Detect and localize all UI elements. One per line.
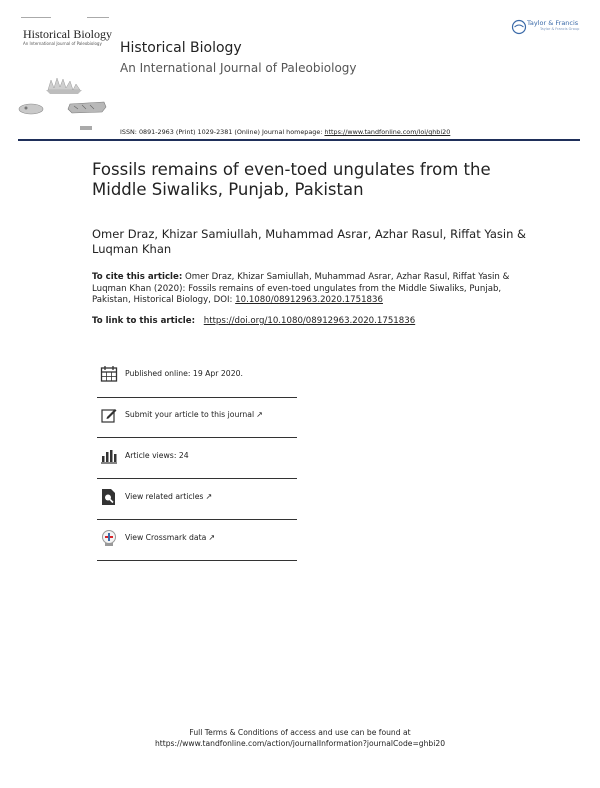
issn-text: ISSN: 0891-2963 (Print) 1029-2381 (Online) Journal homepage: [120,128,325,136]
footer-line-1: Full Terms & Conditions of access and use can be found at [189,728,411,737]
published-online-text: Published online: 19 Apr 2020. [125,369,243,378]
info-divider [97,397,297,398]
cover-title: Historical Biology [23,27,112,41]
article-link-line [92,316,415,326]
crossmark-label: View Crossmark data [125,533,207,542]
info-divider [97,519,297,520]
journal-title: Historical Biology [120,40,242,56]
article-views-row [97,447,297,487]
header-divider [18,139,580,141]
calendar-icon [100,365,118,383]
doi-link[interactable]: 10.1080/08912963.2020.1751836 [235,295,383,305]
submit-article-label: Submit your article to this journal [125,410,255,419]
bar-chart-icon [100,447,118,465]
info-divider [97,478,297,479]
issn-line [120,128,450,136]
citation [92,272,522,307]
cover-subtitle: An International Journal of Paleobiology [23,41,102,46]
article-views-text: Article views: 24 [125,451,189,460]
related-articles-text[interactable] [125,492,212,501]
related-articles-row[interactable] [97,488,297,528]
publisher-name: Taylor & Francis [527,19,579,27]
crossmark-text[interactable] [125,533,215,542]
article-title: Fossils remains of even-toed ungulates from the Middle Siwaliks, Punjab, Pakistan [92,160,491,199]
cite-text: Omer Draz, Khizar Samiullah, Muhammad Asrar, Azhar Rasul, Riffat Yasin & Luqman Khan (2020): Fossils remains of even-toed ungulates from the Middle Siwaliks, Punjab, Pakistan, Historical Biology, DOI: [92,272,510,305]
external-link-icon: ↗ [256,410,263,419]
publisher-tagline: Taylor & Francis Group [540,27,580,31]
cover-header-lines [21,17,109,19]
crossmark-row[interactable] [97,529,297,569]
journal-cover-thumbnail [18,14,112,132]
article-authors: Omer Draz, Khizar Samiullah, Muhammad Asrar, Azhar Rasul, Riffat Yasin & Luqman Khan [92,227,526,256]
fossil-illustration [18,76,112,132]
article-doi-url[interactable]: https://doi.org/10.1080/08912963.2020.1751836 [203,316,416,326]
journal-homepage-link[interactable]: https://www.tandfonline.com/loi/ghbi20 [324,128,451,136]
external-link-icon: ↗ [205,492,213,501]
submit-article-row[interactable] [97,406,297,446]
cite-label: To cite this article: [92,272,183,282]
info-divider [97,560,297,561]
published-online-row [97,365,297,405]
journal-subtitle: An International Journal of Paleobiology [120,61,357,75]
footer-terms-link[interactable]: https://www.tandfonline.com/action/journalInformation?journalCode=ghbi20 [154,739,446,748]
external-link-icon: ↗ [208,533,216,542]
related-articles-label: View related articles [125,492,204,501]
footer-terms [0,727,600,749]
info-divider [97,437,297,438]
link-label: To link to this article: [92,316,196,326]
related-search-icon [100,488,118,506]
edit-icon [100,406,118,424]
crossmark-icon [100,529,118,547]
submit-article-text[interactable] [125,410,263,419]
